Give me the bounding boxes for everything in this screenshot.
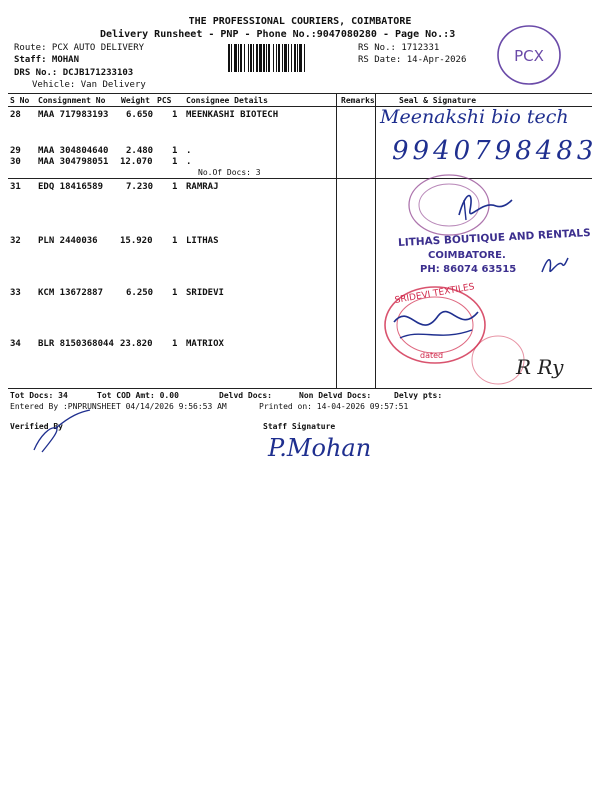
runsheet-title: Delivery Runsheet - PNP - Phone No.:9047080280 - Page No.:3 xyxy=(100,29,456,40)
table-row-consignee: . xyxy=(186,146,192,156)
table-row-sno: 32 xyxy=(10,236,21,246)
table-row-consignment: BLR 8150368044 xyxy=(38,339,114,349)
col-pcs: PCS xyxy=(157,96,172,105)
table-row-weight: 7.230 xyxy=(126,182,154,192)
sridevi-date-text: dated xyxy=(420,351,444,360)
barcode xyxy=(228,44,356,72)
col-weight: Weight xyxy=(121,96,150,105)
table-row-pcs: 1 xyxy=(172,157,178,167)
table-row-consignment: MAA 304804640 xyxy=(38,146,109,156)
col-consignment: Consignment No xyxy=(38,96,106,105)
no-of-docs: No.Of Docs: 3 xyxy=(198,168,261,177)
table-row-pcs: 1 xyxy=(172,236,178,246)
table-row-consignment: MAA 717983193 xyxy=(38,110,109,120)
delvy-pts: Delvy pts: xyxy=(394,391,443,400)
meenakshi-handwritten-phone: 9940798483 xyxy=(392,136,598,166)
table-row-sno: 31 xyxy=(10,182,21,192)
rs-no: RS No.: 1712331 xyxy=(358,43,440,53)
table-row-consignment: MAA 304798051 xyxy=(38,157,109,167)
staff-signature: P.Mohan xyxy=(268,434,372,462)
col-sno: S No xyxy=(10,96,30,105)
table-row-weight: 6.250 xyxy=(126,288,154,298)
table-row-consignment: PLN 2440036 xyxy=(38,236,98,246)
route-label: Route: PCX AUTO DELIVERY xyxy=(14,43,145,53)
lithas-stamp-line3: PH: 86074 63515 xyxy=(420,264,517,275)
col-seal: Seal & Signature xyxy=(399,96,477,105)
ramraj-stamp xyxy=(404,170,514,240)
printed-on: Printed on: 14-04-2026 09:57:51 xyxy=(259,402,409,411)
table-row-sno: 28 xyxy=(10,110,21,120)
matriox-signature: R Ry xyxy=(516,355,564,379)
pcx-stamp xyxy=(494,22,564,88)
table-row-consignment: KCM 13672887 xyxy=(38,288,104,298)
table-row-pcs: 1 xyxy=(172,182,178,192)
lithas-signature xyxy=(540,250,570,280)
entered-by: Entered By :PNPRUNSHEET 04/14/2026 9:56:53 AM xyxy=(10,402,227,411)
table-row-weight: 12.070 xyxy=(120,157,153,167)
tot-docs: Tot Docs: 34 xyxy=(10,391,68,400)
table-row-consignee: MEENKASHI BIOTECH xyxy=(186,110,279,120)
table-row-weight: 23.820 xyxy=(120,339,153,349)
verified-by: Verified By xyxy=(10,422,63,431)
lithas-stamp-line2: COIMBATORE. xyxy=(428,250,506,261)
table-row-consignee: . xyxy=(186,157,192,167)
sridevi-stamp-text: SRIDEVI TEXTILES xyxy=(394,282,476,306)
table-row-consignee: MATRIOX xyxy=(186,339,224,349)
company-title: THE PROFESSIONAL COURIERS, COIMBATORE xyxy=(188,16,412,27)
table-row-weight: 15.920 xyxy=(120,236,153,246)
pcx-stamp-text: PCX xyxy=(514,47,544,65)
table-row-weight: 6.650 xyxy=(126,110,154,120)
col-remarks: Remarks xyxy=(341,96,375,105)
table-row-consignee: SRIDEVI xyxy=(186,288,224,298)
table-row-sno: 29 xyxy=(10,146,21,156)
table-row-consignee: RAMRAJ xyxy=(186,182,219,192)
verified-signature xyxy=(30,406,100,458)
table-row-pcs: 1 xyxy=(172,146,178,156)
drs-label: DRS No.: DCJB171233103 xyxy=(14,68,134,78)
rs-date: RS Date: 14-Apr-2026 xyxy=(358,55,467,65)
staff-signature-label: Staff Signature xyxy=(263,422,336,431)
table-row-pcs: 1 xyxy=(172,288,178,298)
table-row-consignment: EDQ 18416589 xyxy=(38,182,104,192)
vehicle-label: Vehicle: Van Delivery xyxy=(32,80,146,90)
meenakshi-handwritten-name: Meenakshi bio tech xyxy=(380,106,569,128)
non-delvd-docs: Non Delvd Docs: xyxy=(299,391,372,400)
table-row-weight: 2.480 xyxy=(126,146,154,156)
table-row-pcs: 1 xyxy=(172,339,178,349)
table-row-sno: 33 xyxy=(10,288,21,298)
table-row-consignee: LITHAS xyxy=(186,236,219,246)
tot-cod: Tot COD Amt: 0.00 xyxy=(97,391,179,400)
lithas-stamp-line1: LITHAS BOUTIQUE AND RENTALS xyxy=(397,226,591,250)
staff-label: Staff: MOHAN xyxy=(14,55,80,65)
matriox-stamp xyxy=(468,330,578,390)
table-row-sno: 34 xyxy=(10,339,21,349)
col-consignee: Consignee Details xyxy=(186,96,268,105)
table-row-pcs: 1 xyxy=(172,110,178,120)
delvd-docs: Delvd Docs: xyxy=(219,391,272,400)
table-row-sno: 30 xyxy=(10,157,21,167)
